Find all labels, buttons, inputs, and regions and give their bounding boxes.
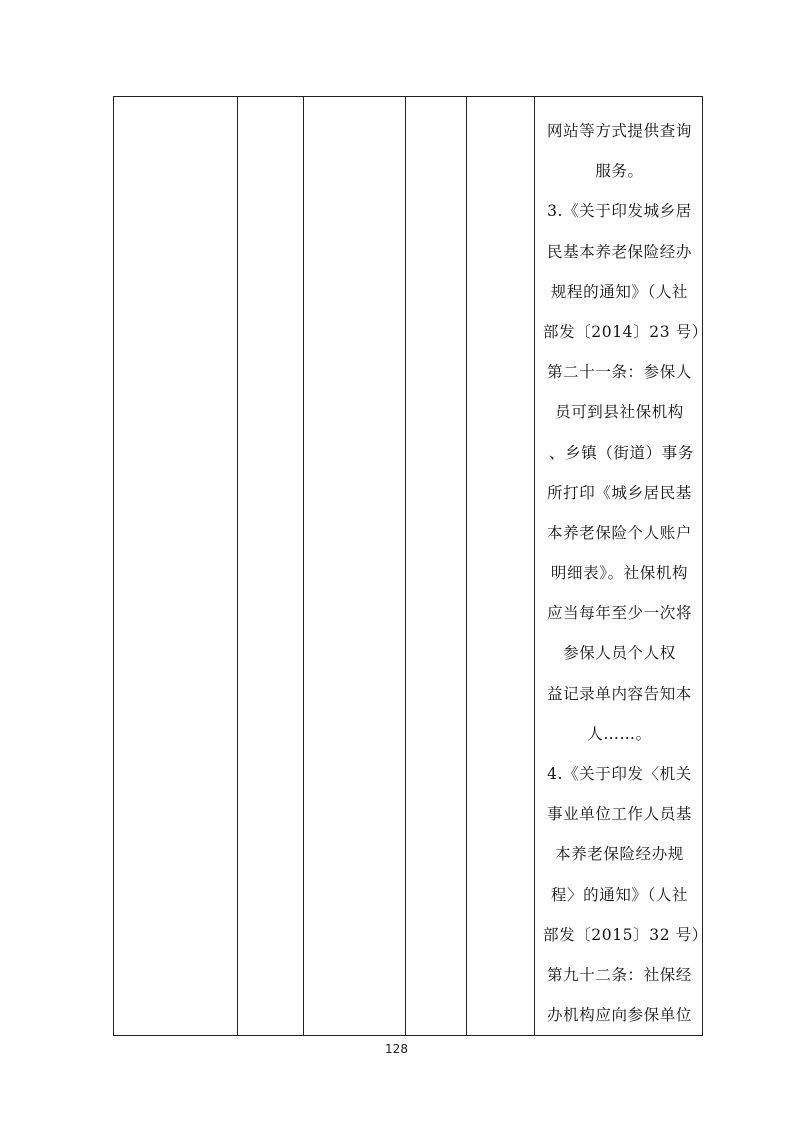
text-line: 员可到县社保机构 [555,403,684,422]
table-row [114,97,703,1036]
text-line: 、乡镇（街道）事务 [549,443,694,462]
text-line: 人……。 [587,724,652,743]
text-line: 规程的通知》（人社 [550,282,689,301]
table-cell-col-4 [406,97,467,1036]
text-line: 网站等方式提供查询 [547,122,692,140]
text-line: 本养老保险个人账户 [547,523,692,542]
text-line: 办机构应向参保单位 [547,1006,692,1025]
table-cell-col-5 [467,97,535,1036]
text-line: 第九十二条：社保经 [547,965,692,984]
text-line: 参保人员个人权 [563,644,676,663]
text-line: 明细表》。社保机构 [550,564,689,583]
text-line: 民基本养老保险经办 [547,242,692,261]
text-line: 所打印《城乡居民基 [547,483,692,502]
table-cell-basis [535,97,708,1036]
policy-table [113,96,708,1036]
text-line: 部发〔2015〕32 号） [543,925,708,944]
text-line: 3.《关于印发城乡居 [547,202,692,221]
text-line: 益记录单内容告知本 [547,684,692,703]
text-line: 4.《关于印发〈机关 [547,765,692,783]
text-line: 服务。 [595,162,644,181]
text-line: 第二十一条：参保人 [547,363,692,382]
text-line: 本养老保险经办规 [555,845,684,864]
text-line: 事业单位工作人员基 [547,805,692,824]
text-line: 应当每年至少一次将 [547,604,692,623]
table-cell-col-2 [238,97,304,1036]
basis-text [535,97,708,1035]
table-cell-col-1 [114,97,238,1036]
page-number: 128 [385,1042,408,1056]
table-cell-col-3 [304,97,406,1036]
text-line: 部发〔2014〕23 号） [543,322,708,341]
text-line: 程〉的通知》（人社 [550,885,689,904]
